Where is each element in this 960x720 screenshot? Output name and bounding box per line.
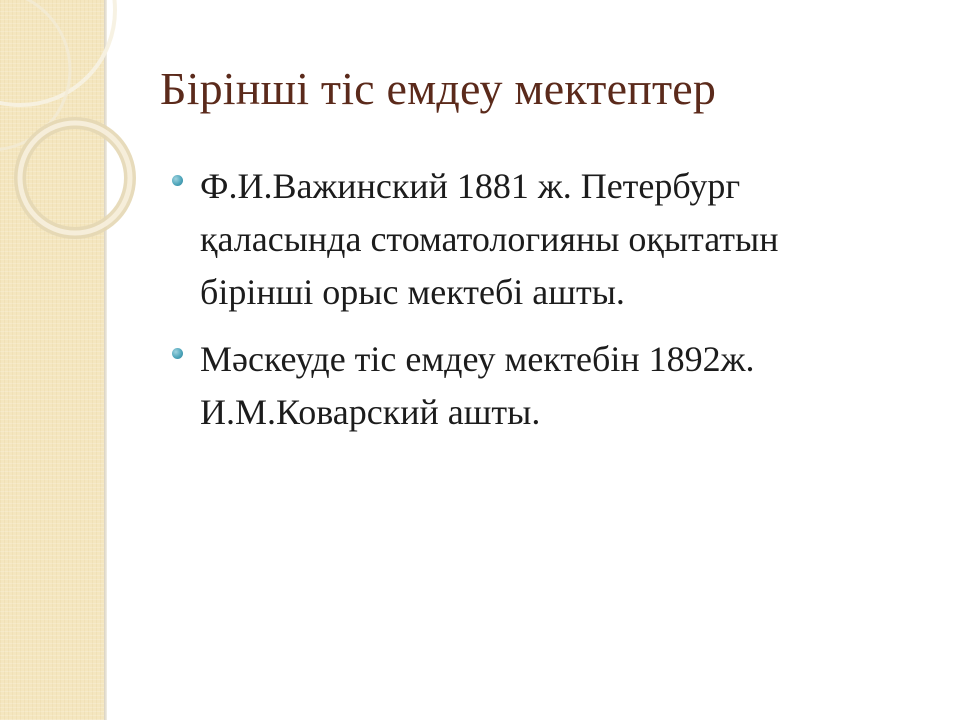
bullet-line: қаласында стоматологияны оқытатын xyxy=(200,219,779,259)
bullet-line: И.М.Коварский ашты. xyxy=(200,392,541,432)
bullet-list xyxy=(170,160,910,453)
decorative-circles xyxy=(0,0,140,260)
bullet-dot-icon xyxy=(172,175,183,186)
bullet-item xyxy=(170,333,910,439)
bullet-item xyxy=(170,160,910,319)
bullet-dot-icon xyxy=(172,348,183,359)
bullet-line: бірінші орыс мектебі ашты. xyxy=(200,272,625,312)
bullet-line: Ф.И.Важинский 1881 ж. Петербург xyxy=(200,166,741,206)
bullet-line: Мәскеуде тіс емдеу мектебін 1892ж. xyxy=(200,339,755,379)
slide-title: Бірінші тіс емдеу мектептер xyxy=(160,63,717,114)
